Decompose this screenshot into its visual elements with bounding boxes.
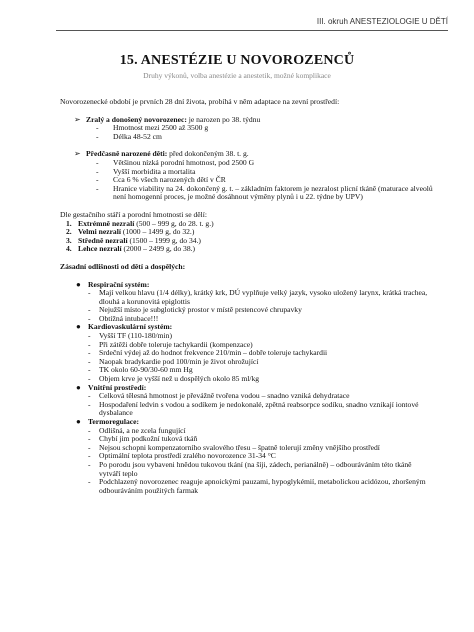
list-item: - Celková tělesná hmotnost je převážně tvořena vodou – snadno vzniká dehydratace [88, 391, 350, 401]
mature-section [74, 116, 434, 142]
list-item: - Vyšší morbidita a mortalita [96, 166, 196, 176]
list-item: - Cca 6 % všech narozených dětí v ČR [96, 175, 226, 185]
cardiovascular-section: ● Kardiovaskulární systém: - Vyšší TF (110-180/min) - Při zátěži dobře toleruje tachykardii (kompenzace) - Srdeční výdej až do hodnot frekvence 210/min – dobře toleruje tachykardii - Naopak bradykardie pod 100/min je život ohrožující - TK okolo 60-90/30-60 mm Hg - Objem krve je vyšší než u dospělých okolo 85 ml/kg [60, 323, 434, 383]
list-item: - Při zátěži dobře toleruje tachykardii (kompenzace) [88, 339, 253, 349]
page-title: 15. ANESTÉZIE U NOVOROZENCŮ [119, 53, 355, 68]
intro-paragraph: Novorozenecké období je prvních 28 dní života, probíhá v něm adaptace na zevní prostředí: [60, 97, 340, 106]
bullet-icon: ● [76, 417, 81, 426]
internal-environment-section: ● Vnitřní prostředí: - Celková tělesná hmotnost je převážně tvořena vodou – snadno vzniká dehydratace - Hospodaření ledvin s vodou a sodíkem je nedokonalé, zpětná reabsorpce sodíku, snadno vznikají iontové dysbalance [60, 384, 434, 418]
list-item: - Délka 48-52 cm [96, 131, 162, 141]
arrow-bullet-icon: ➢ [74, 114, 81, 124]
bullet-icon: ● [76, 322, 81, 332]
document-body [60, 98, 434, 495]
list-item: - Vyšší TF (110-180/min) [88, 331, 172, 341]
list-item: - Nejsou schopni kompenzatorního svalového třesu – špatně tolerují změny vnějšího prostředí [88, 442, 380, 452]
list-item: - Většinou nízká porodní hmotnost, pod 2500 G [96, 157, 255, 167]
bullet-icon: ● [76, 382, 81, 392]
list-item: - Po porodu jsou vybaveni hnědou tukovou tkání (na šíji, zádech, perianálně) – odbouráváním této tkáně vytváří teplo [88, 459, 412, 478]
list-item: - TK okolo 60-90/30-60 mm Hg [88, 365, 193, 375]
bullet-icon: ● [76, 279, 81, 289]
category-item: 3. Středně nezralí (1500 – 1999 g, do 34.) [66, 235, 201, 245]
list-item: - Hmotnost mezi 2500 až 3500 g [96, 123, 209, 133]
list-item: - Naopak bradykardie pod 100/min je život ohrožující [88, 356, 259, 366]
list-item: - Podchlazený novorozenec reaguje apnoickými pauzami, hypoglykémií, metabolickou acidózou, zhoršeným odbouráváním použitých farmak [88, 477, 426, 495]
arrow-bullet-icon: ➢ [74, 149, 81, 159]
running-head: III. okruh ANESTEZIOLOGIE U DĚTÍ [316, 17, 448, 26]
list-item: - Hospodaření ledvin s vodou a sodíkem je nedokonalé, zpětná reabsorpce sodíku, snadno vznikají iontové dysbalance [88, 399, 419, 418]
premature-section [74, 150, 434, 202]
list-item: - Srdeční výdej až do hodnot frekvence 210/min – dobře toleruje tachykardii [88, 348, 328, 358]
list-item: - Objem krve je vyšší než u dospělých okolo 85 ml/kg [88, 374, 260, 384]
section-text: před dokončeným 38. t. g. [167, 149, 249, 159]
list-item: - Nejužší místo je subglotický prostor v místě prstencové chrupavky [88, 305, 302, 315]
page-subtitle: Druhy výkonů, volba anestézie a anestetik, možné komplikace [143, 71, 331, 80]
section-heading: Předčasně narozené děti: [86, 149, 168, 159]
list-item: - Hranice viability na 24. dokončený g. t. – základním faktorem je nezralost plicní tkáně (maturace alveolů není homogenní proces, je možné dosáhnout výměny plynů i u 22. týdne by UPV) [96, 183, 433, 202]
list-item: - Odlišná, a ne zcela fungující [88, 425, 186, 435]
category-item: 1. Extrémně nezralí (500 – 999 g, do 28. t. g.) [66, 218, 214, 228]
list-item: - Mají velkou hlavu (1/4 délky), krátký krk, DÚ vyplňuje velký jazyk, vysoko uložený larynx, krátká trachea, dlouhá a korunovitá epiglottis [88, 288, 428, 306]
list-item: - Optimální teplota prostředí zralého novorozence 31-34 °C [88, 451, 276, 461]
section-heading: Zralý a donošený novorozenec: [86, 114, 187, 124]
gestation-intro: Dle gestačního stáří a porodní hmotnosti se dělí: [60, 209, 207, 219]
respiratory-section: ● Respirační systém: - Mají velkou hlavu (1/4 délky), krátký krk, DÚ vyplňuje velký jazyk, vysoko uložený larynx, krátká trachea, dlouhá a korunovitá epiglottis - Nejužší místo je subglotický prostor v místě prstencové chrupavky - Obtížná intubace!!! [60, 281, 434, 324]
list-item: - Chybí jim podkožní tuková tkáň [88, 434, 198, 444]
differences-heading: Zásadní odlišnosti od dětí a dospělých: [60, 261, 186, 271]
section-text: je narozen po 38. týdnu [186, 114, 261, 124]
list-item: - Obtížná intubace!!! [88, 313, 159, 323]
category-item: 2. Velmi nezralí (1000 – 1499 g, do 32.) [66, 227, 195, 237]
thermoregulation-section: ● Termoregulace: - Odlišná, a ne zcela fungující - Chybí jim podkožní tuková tkáň - Nejsou schopni kompenzatorního svalového třesu – špatně tolerují změny vnějšího prostředí - Optimální teplota prostředí zralého novorozence 31-34 °C - Po porodu jsou vybaveni hnědou tukovou tkání (na šíji, zádech, perianálně) – odbouráváním této tkáně vytváří teplo - Podchlazený novorozenec reaguje apnoickými pauzami, hypoglykémií, metabolickou acidózou, zhoršeným odbouráváním použitých farmak [60, 418, 434, 495]
category-item: 4. Lehce nezralí (2000 – 2499 g, do 38.) [66, 244, 196, 254]
header-rule [56, 30, 448, 31]
